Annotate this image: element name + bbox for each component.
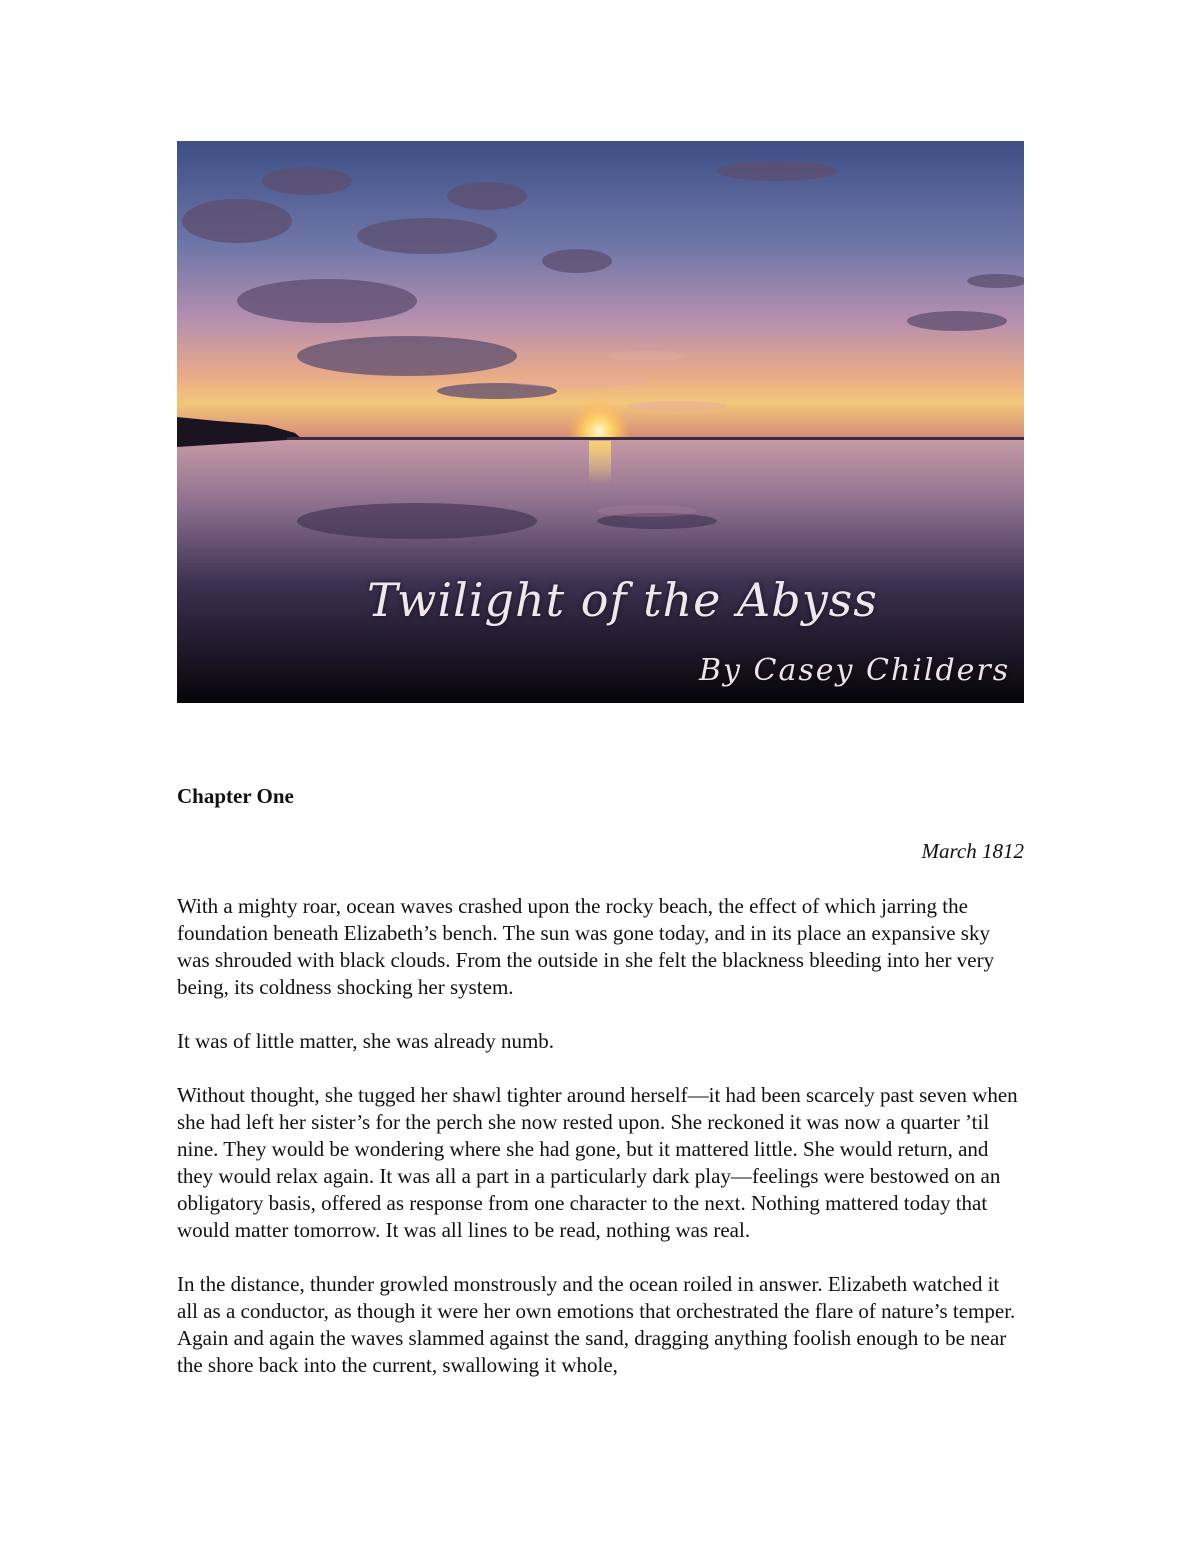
paragraph-2: It was of little matter, she was already numb.: [177, 1029, 555, 1053]
chapter-body: [177, 893, 1025, 1406]
cover-image: [177, 141, 1024, 703]
paragraph-4: In the distance, thunder growled monstrously and the ocean roiled in answer. Elizabeth watched it all as a conductor, as though it were her own emotions that orchestrated the flare of nature’s temper. Again and again the waves slammed against the sand, dragging anything foolish enough to be near the shore back into the current, swallowing it whole,: [177, 1272, 1016, 1377]
paragraph-1: With a mighty roar, ocean waves crashed upon the rocky beach, the effect of which jarring the foundation beneath Elizabeth’s bench. The sun was gone today, and in its place an expansive sky was shrouded with black clouds. From the outside in she felt the blackness bleeding into her very being, its coldness shocking her system.: [177, 894, 995, 999]
paragraph-3: Without thought, she tugged her shawl tighter around herself—it had been scarcely past seven when she had left her sister’s for the perch she now rested upon. She reckoned it was now a quarter ’til nine. They would be wondering where she had gone, but it mattered little. She would return, and they would relax again. It was all a part in a particularly dark play—feelings were bestowed on an obligatory basis, offered as response from one character to the next. Nothing mattered today that would matter tomorrow. It was all lines to be read, nothing was real.: [177, 1083, 1018, 1242]
cover-title: Twilight of the Abyss: [367, 573, 878, 627]
cover-author: By Casey Childers: [699, 653, 1011, 688]
chapter-date: March 1812: [921, 839, 1024, 863]
chapter-heading: Chapter One: [177, 784, 294, 808]
sun-reflection: [589, 441, 611, 485]
